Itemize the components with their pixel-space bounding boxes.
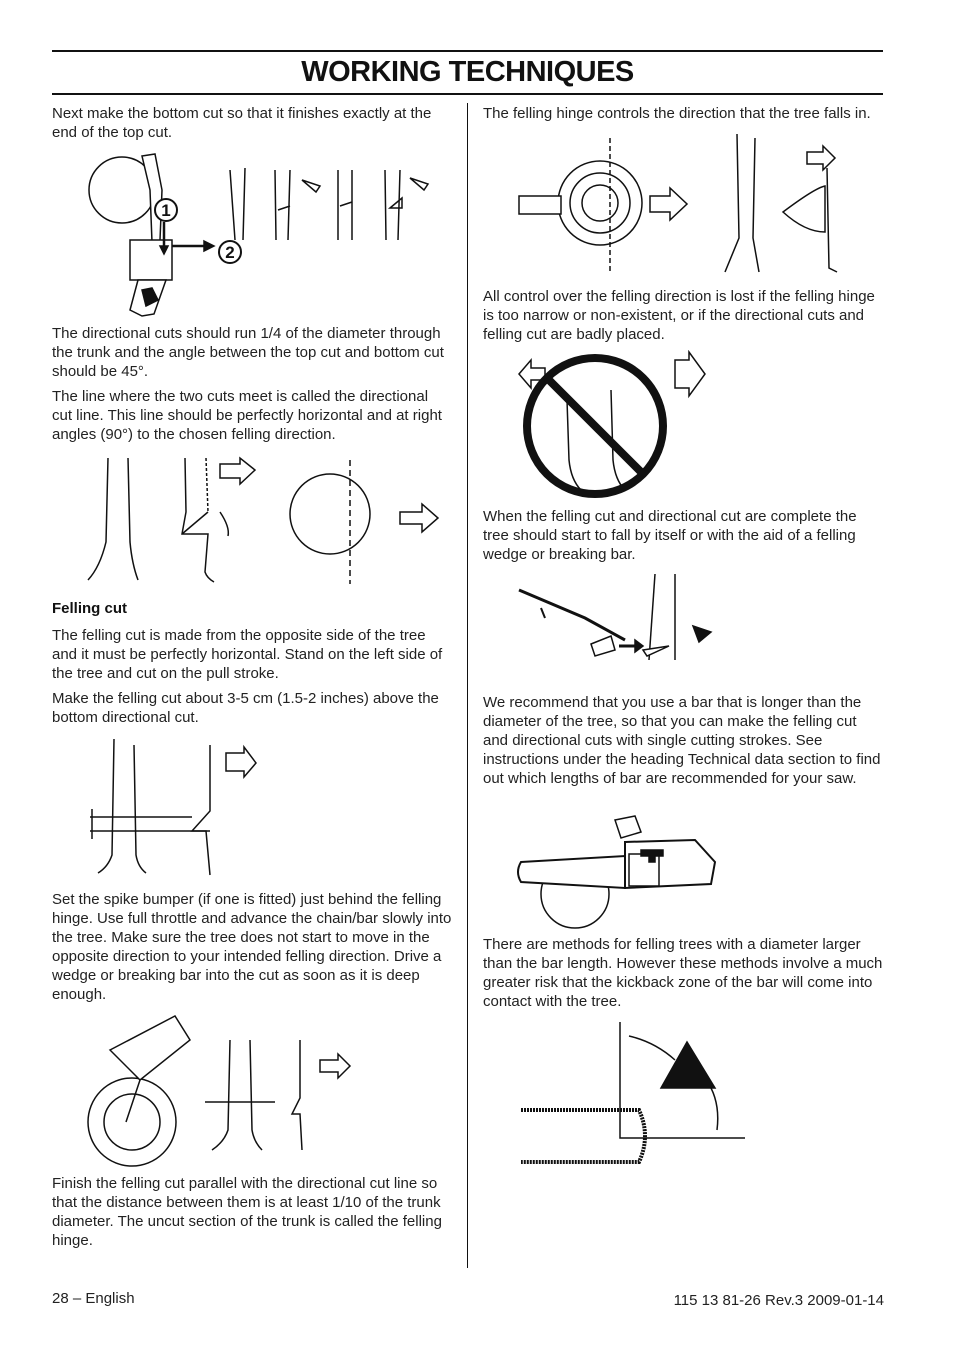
- paragraph-bottom-cut: Next make the bottom cut so that it finishes exactly at the end of the top cut.: [52, 105, 432, 141]
- figure-felling-cut-saw: [80, 1010, 370, 1170]
- paragraph-felling-cut: The felling cut is made from the opposite side of the tree and it must be perfectly horizontal. Stand on the left side of the tree and cut on the pull stroke.: [52, 627, 443, 682]
- column-divider: [467, 103, 468, 1268]
- callout-1: 1: [161, 201, 171, 220]
- header-top-rule: [52, 50, 883, 52]
- figure-directional-cut-line: [80, 452, 450, 584]
- callout-2: 2: [225, 243, 235, 262]
- paragraph-felling-cut-height: Make the felling cut about 3-5 cm (1.5-2 inches) above the bottom directional cut.: [52, 690, 439, 726]
- paragraph-bar-length: We recommend that you use a bar that is longer than the diameter of the tree, so that you can make the felling cut and directional cuts with single cutting strokes. See instructions under the heading Technical data section to find out which lengths of bar are recommended for your saw.: [483, 694, 881, 787]
- figure-chainsaw-bar: [515, 812, 725, 930]
- paragraph-control-lost: All control over the felling direction is lost if the felling hinge is too narrow or non-existent, or if the directional cuts and felling cut are badly placed.: [483, 288, 875, 343]
- document-reference: 115 13 81-26 Rev.3 2009-01-14: [673, 1292, 884, 1309]
- figure-bottom-cut: [80, 150, 450, 320]
- figure-felling-hinge: [515, 128, 860, 278]
- paragraph-spike-bumper: Set the spike bumper (if one is fitted) just behind the felling hinge. Use full throttle and advance the chain/bar slowly into the tree. Make sure the tree does not start to move in the opposite direction to your intended felling direction. Drive a wedge or breaking bar into the cut as soon as it is deep enough.: [52, 891, 452, 1003]
- paragraph-tree-fall: When the felling cut and directional cut are complete the tree should start to fall by itself or with the aid of a felling wedge or breaking bar.: [483, 508, 857, 563]
- figure-kickback-zone: [515, 1018, 755, 1170]
- header-bottom-rule: [52, 93, 883, 95]
- paragraph-felling-hinge: Finish the felling cut parallel with the directional cut line so that the distance between them is at least 1/10 of the trunk diameter. The uncut section of the trunk is called the felling hinge.: [52, 1175, 442, 1249]
- paragraph-kickback-risk: There are methods for felling trees with a diameter larger than the bar length. However these methods involve a much greater risk that the kickback zone of the bar will come into contact with the tree.: [483, 936, 883, 1010]
- figure-prohibited-cut: [515, 350, 715, 500]
- figure-wedge-breaking-bar: [515, 570, 725, 670]
- paragraph-hinge-controls: The felling hinge controls the direction that the tree falls in.: [483, 105, 871, 122]
- paragraph-directional-cut-line: The line where the two cuts meet is called the directional cut line. This line should be perfectly horizontal and at right angles (90°) to the chosen felling direction.: [52, 388, 442, 443]
- figure-felling-cut-height: [80, 735, 280, 877]
- heading-felling-cut: Felling cut: [52, 600, 127, 617]
- paragraph-directional-cuts: The directional cuts should run 1/4 of the diameter through the trunk and the angle between the top cut and bottom cut should be 45°.: [52, 325, 444, 380]
- page-title: WORKING TECHNIQUES: [301, 56, 634, 88]
- page-number: 28 – English: [52, 1290, 135, 1307]
